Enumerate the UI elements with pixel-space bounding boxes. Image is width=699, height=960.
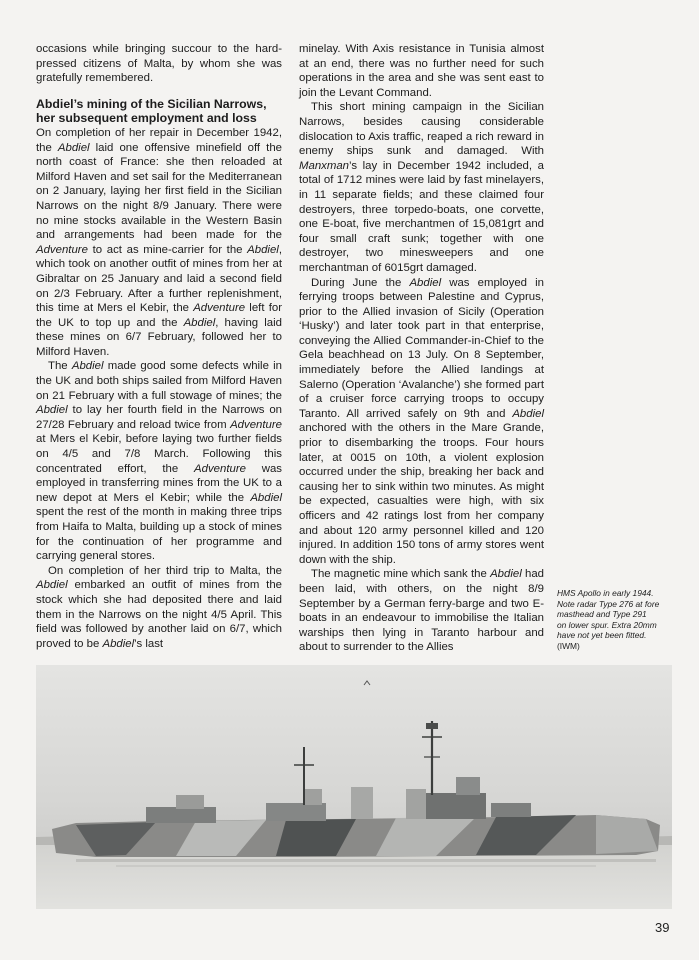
body-paragraph [36,564,282,652]
caption-line: Note radar Type 276 at fore [557,598,660,609]
ship-name-italic: Adventure [36,243,88,256]
text-run: left for the UK to top up and the [36,302,282,329]
text-run: ’s lay in December 1942 included, a total of 1712 mines were laid by fast minelayers, in 11 separate fields; and these claimed four destroyers, three torpedo-boats, one corvette, one E-boat, five merchantmen of 15,081grt and four small craft sunk; together with one destroyer, two minesweepers and one merchantman of 6015grt damaged. [299,159,544,274]
text-run: was employed in ferrying troops between Palestine and Cyprus, prior to the Allied invasion of Sicily (Operation ‘Husky’) and later took part in that enterprise, conveying the Allied Commander-in-Chief to the Gela beachhead on 13 July. On 8 September, immediately before the Allied landings at Salerno (Operation ‘Avalanche’) she formed part of a cruiser force carrying troops to occupy Taranto. All arrived safely on 9th and [299,276,544,420]
section-heading: Abdiel’s mining of the Sicilian Narrows, her subsequent employment and loss [36,96,267,126]
caption-line: on lower spur. Extra 20mm [557,619,657,630]
ship-name-italic: Abdiel [71,360,104,373]
ship-name-italic: Abdiel [183,316,216,329]
text-run: , which took on another outfit of mines from her at Gibraltar on 25 January and laid a second field on 2/3 February. After a further replenishment, this time at Mers el Kebir, the [36,243,282,315]
text-run: anchored with the others in the Mare Grande, prior to disembarking the troops. Four hours later, at 0015 on 10th, a violent explosion occurred under the ship, breaking her back and causing her to sink within two minutes. As might be expected, casualties were high, with six officers and 42 ratings lost from her company and about 120 army personnel killed and 120 injured. In addition 150 tons of army stores went down with the ship. [299,422,544,566]
ship-name-italic: Abdiel [247,243,279,256]
text-run: laid one offensive minefield off the north coast of France: she then reloaded at Milford Haven and set sail for the Mediterranean on 2 January, laying her first field in the Sicilian Narrows on the night 8/9 January. There were no mine stocks available in the Western Basin and arrangements had been made for the [36,141,282,242]
text-run: to lay her fourth field in the Narrows on 27/28 February and reload twice from [36,404,282,431]
text-run: During June the [311,276,410,289]
ship-name-italic: Abdiel [512,407,544,420]
body-paragraph [36,359,282,563]
ship-name-italic: Manxman [299,159,350,172]
text-run: The magnetic mine which sank the [311,568,491,581]
text-run: spent the rest of the month in making three trips from Haifa to Malta, building up a stock of mines for the continuation of her programme and carrying general stores. [36,506,282,563]
ship-name-italic: Adventure [230,418,282,431]
text-run: minelay. With Axis resistance in Tunisia almost at an end, there was no further need for such operations in the area and she was sent east to join the Levant Command. [299,43,544,99]
text-run: at Mers el Kebir, before laying two further fields on 4/5 and 7/8 March. Following this concentrated effort, the [36,433,282,475]
caption-line: HMS Apollo in early 1944. [557,588,654,598]
ship-name-italic: Abdiel [102,637,135,650]
photo-caption [557,588,679,651]
text-run: made good some defects while in the UK and both ships sailed from Milford Haven on 21 February with a full stowage of mines; the [36,360,282,402]
text-run: embarked an outfit of mines from the stock which she had deposited there and laid them in the Narrows on the night 4/5 April. This field was followed by another laid on 6/7, which proved to be [36,579,282,650]
body-paragraph [299,567,544,655]
text-column-right [299,42,544,655]
ship-name-italic: Abdiel [490,568,522,581]
body-paragraph [36,126,282,360]
text-run: occasions while bringing succour to the hard-pressed citizens of Malta, by whom she was gratefully remembered. [36,43,282,85]
body-paragraph [36,42,282,86]
ship-name-italic: Abdiel [36,579,68,592]
text-run: The [48,360,72,373]
body-paragraph [299,42,544,100]
text-run: , having laid these mines on 6/7 February, followed her to Milford Haven. [36,316,282,358]
page-number: 39 [655,920,670,935]
body-paragraph [299,100,544,275]
ship-name-italic: Abdiel [57,141,90,154]
text-run: This short mining campaign in the Sicilian Narrows, besides causing considerable dislocation to Axis traffic, reaped a rich reward in enemy ships sunk and damaged. With [299,101,544,158]
caption-credit: (IWM) [557,640,580,651]
text-column-left [36,42,282,651]
text-run: ’s last [134,637,164,650]
body-paragraph [299,276,544,568]
ship-name-italic: Abdiel [250,491,282,504]
ship-name-italic: Adventure [193,302,246,315]
ship-name-italic: Abdiel [409,276,442,289]
ship-photograph [36,665,672,909]
text-run: to act as mine-carrier for the [87,243,248,256]
ship-name-italic: Abdiel [36,404,68,417]
text-run: had been laid, with others, on the night 8/9 September by a German ferry-barge and two E-boats in an endeavour to immobilise the Italian warships then lying in Taranto harbour and about to surrender to the Allies [299,568,545,654]
caption-line: have not yet been fitted. [557,630,647,640]
ship-name-italic: Adventure [194,462,246,475]
text-run: was employed in transferring mines from the UK to a new depot at Mers el Kebir; while the [36,462,283,504]
text-run: On completion of her repair in December 1942, the [36,126,282,154]
caption-line: masthead and Type 291 [557,609,647,619]
text-run: On completion of her third trip to Malta, the [48,564,282,577]
